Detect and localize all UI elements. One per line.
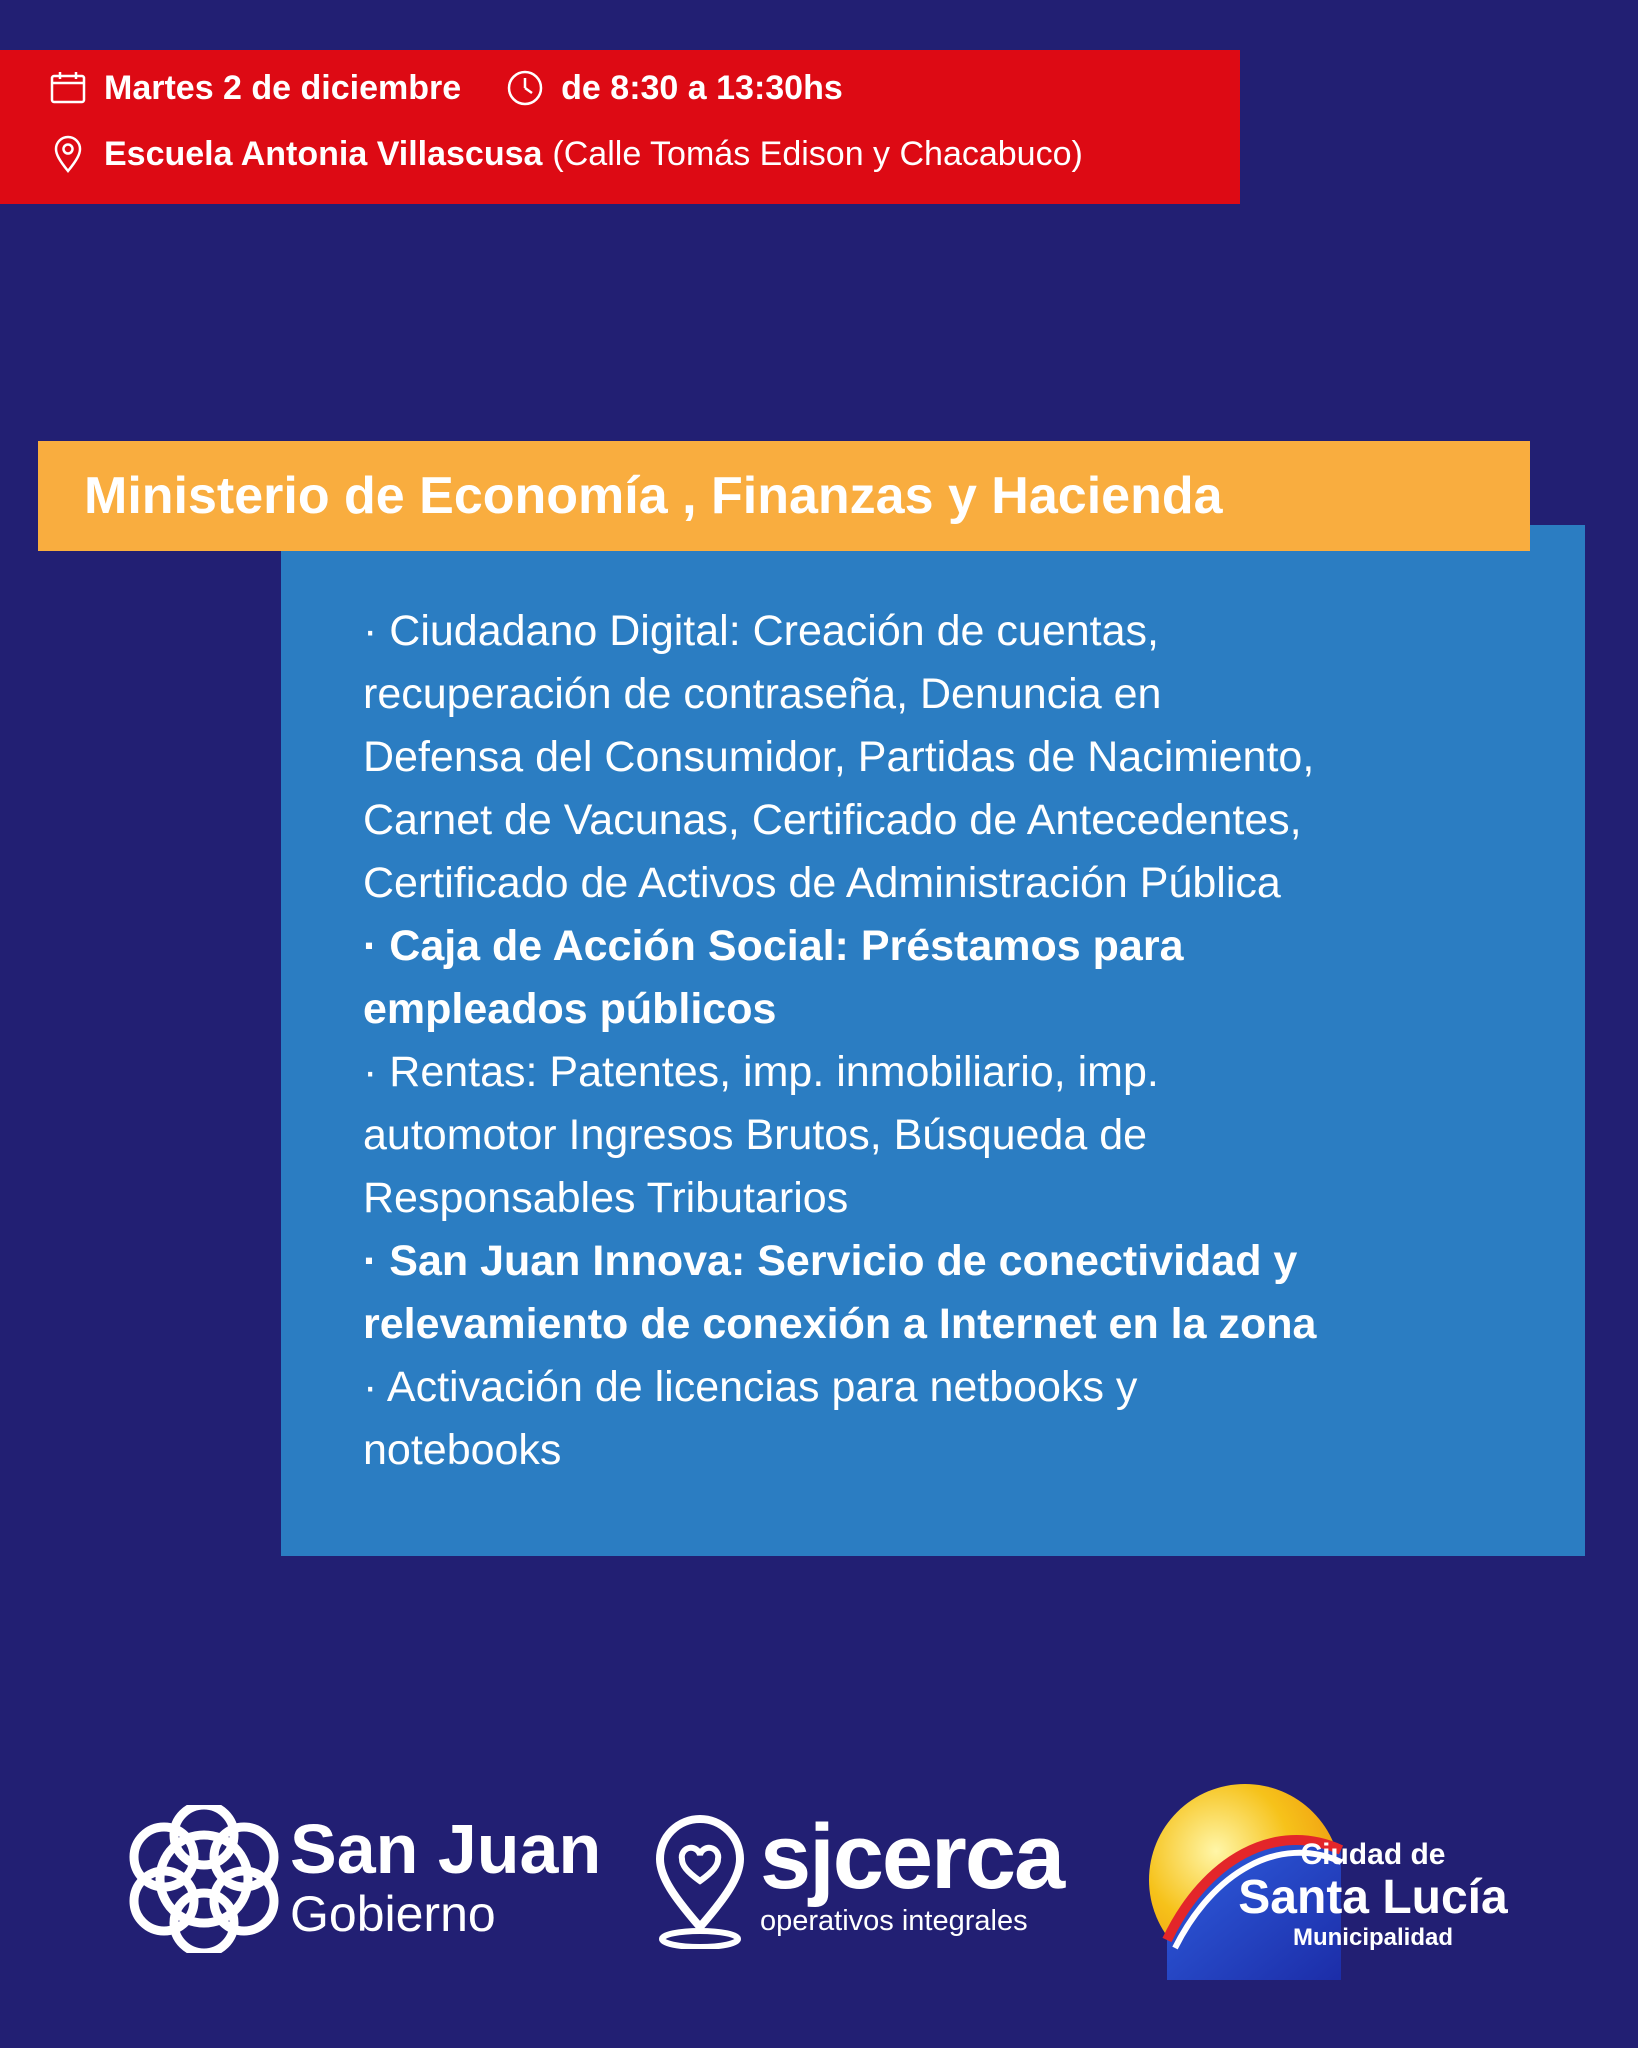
san-juan-logo-sub: Gobierno [290, 1886, 496, 1942]
santa-lucia-logo-line2: Santa Lucía [1238, 1871, 1508, 1924]
event-date: Martes 2 de diciembre [104, 68, 462, 107]
san-juan-flower-logo-icon [120, 1805, 288, 1953]
venue-address: (Calle Tomás Edison y Chacabuco) [552, 134, 1083, 173]
date-time-row [48, 68, 843, 108]
event-time: de 8:30 a 13:30hs [561, 68, 843, 107]
location-pin-icon [48, 134, 88, 174]
service-item: · Ciudadano Digital: Creación de cuentas, recuperación de contraseña, Denuncia en Defensa del Consumidor, Partidas de Nacimiento, Carnet de Vacunas, Certificado de Antecedentes, Certificado de Activos de Administración Pública [363, 607, 1315, 907]
service-item: · Caja de Acción Social: Préstamos para empleados públicos [363, 922, 1184, 1033]
service-item: · Activación de licencias para netbooks y notebooks [363, 1363, 1138, 1474]
service-item: · San Juan Innova: Servicio de conectividad y relevamiento de conexión a Internet en la zona [363, 1237, 1317, 1348]
santa-lucia-logo-line1: Ciudad de [1300, 1838, 1446, 1871]
sjcerca-heart-pin-icon [652, 1815, 748, 1949]
venue-name: Escuela Antonia Villascusa [104, 134, 543, 173]
event-info-banner [0, 50, 1240, 204]
venue-row [48, 134, 1083, 174]
san-juan-gobierno-logo [290, 1812, 601, 1942]
santa-lucia-logo [1218, 1838, 1528, 1952]
clock-icon [505, 68, 545, 108]
services-list [363, 600, 1533, 1482]
san-juan-logo-name: San Juan [290, 1810, 602, 1888]
sjcerca-logo-name: sjcerca [760, 1806, 1064, 1908]
sjcerca-logo [760, 1806, 1064, 1938]
calendar-icon [48, 68, 88, 108]
service-item: · Rentas: Patentes, imp. inmobiliario, imp. automotor Ingresos Brutos, Búsqueda de Responsables Tributarios [363, 1048, 1159, 1222]
sjcerca-logo-sub: operativos integrales [760, 1905, 1028, 1937]
santa-lucia-logo-line3: Municipalidad [1292, 1924, 1453, 1951]
section-title: Ministerio de Economía , Finanzas y Hacienda [38, 441, 1530, 551]
